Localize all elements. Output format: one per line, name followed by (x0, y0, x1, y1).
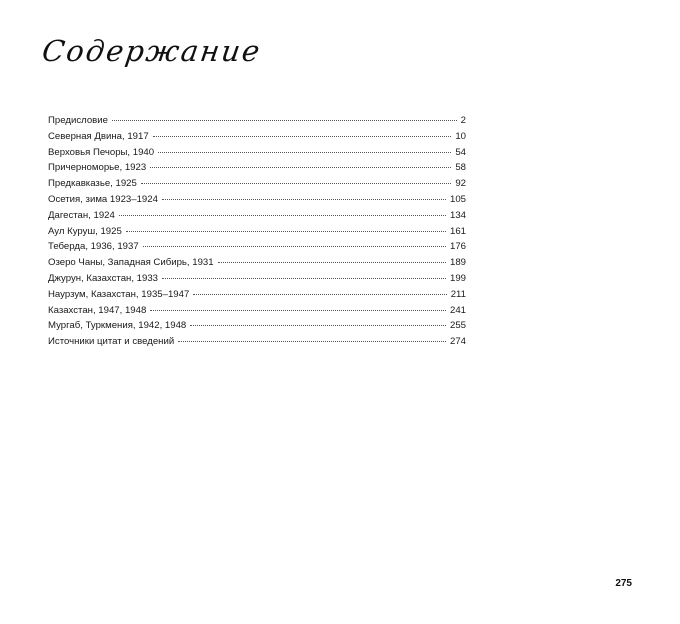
toc-entry (48, 192, 466, 208)
dot-leader (190, 325, 446, 326)
toc-entry-page: 199 (449, 272, 466, 284)
dot-leader (162, 199, 446, 200)
dot-leader (158, 152, 451, 153)
toc-entry-title: Казахстан, 1947, 1948 (48, 304, 147, 316)
dot-leader (150, 167, 451, 168)
page-title: Содержание (40, 34, 264, 68)
dot-leader (178, 341, 446, 342)
toc-entry-page: 134 (449, 209, 466, 221)
toc-entry-page: 58 (455, 162, 466, 174)
toc-entry-page: 274 (449, 336, 466, 348)
toc-entry-title: Мургаб, Туркмения, 1942, 1948 (48, 320, 187, 332)
dot-leader (112, 120, 457, 121)
toc-entry (48, 255, 466, 271)
toc-entry (48, 303, 466, 319)
toc-entry-page: 105 (449, 193, 466, 205)
toc-entry-title: Предисловие (48, 115, 108, 126)
dot-leader (153, 136, 452, 137)
toc-entry (48, 271, 466, 287)
toc-entry-title: Причерноморье, 1923 (48, 162, 147, 174)
toc-entry (48, 160, 466, 176)
toc-entry-title: Осетия, зима 1923–1924 (48, 193, 158, 205)
toc-entry-title: Джурун, Казахстан, 1933 (48, 272, 158, 284)
toc-entry-page: 10 (455, 130, 466, 142)
toc-entry (48, 176, 466, 192)
page-number: 275 (615, 578, 632, 589)
toc-entry-page: 2 (460, 115, 466, 126)
toc-entry (48, 239, 466, 255)
toc-entry (48, 287, 466, 303)
toc-entry-title: Озеро Чаны, Западная Сибирь, 1931 (48, 257, 214, 269)
toc-entry-page: 241 (449, 304, 466, 316)
toc-entry-page: 161 (449, 225, 466, 237)
toc-entry-title: Источники цитат и сведений (48, 336, 175, 348)
toc-entry-page: 92 (455, 178, 466, 190)
toc-entry (48, 224, 466, 240)
toc-entry-page: 211 (450, 288, 466, 300)
toc-entry-title: Предкавказье, 1925 (48, 178, 137, 190)
toc-entry (48, 145, 466, 161)
dot-leader (126, 231, 446, 232)
toc-entry-page: 255 (449, 320, 466, 332)
toc-entry-title: Верховья Печоры, 1940 (48, 146, 155, 158)
dot-leader (141, 183, 451, 184)
dot-leader (143, 246, 446, 247)
dot-leader (119, 215, 446, 216)
dot-leader (150, 310, 446, 311)
toc-entry-title: Дагестан, 1924 (48, 209, 115, 221)
table-of-contents (48, 113, 466, 350)
toc-entry (48, 113, 466, 129)
toc-entry-page: 54 (455, 146, 466, 158)
dot-leader (162, 278, 446, 279)
dot-leader (218, 262, 446, 263)
toc-entry (48, 334, 466, 350)
toc-entry (48, 208, 466, 224)
toc-entry (48, 129, 466, 145)
toc-entry-title: Теберда, 1936, 1937 (48, 241, 139, 253)
toc-entry-title: Северная Двина, 1917 (48, 130, 149, 142)
toc-entry-title: Аул Куруш, 1925 (48, 225, 122, 237)
dot-leader (193, 294, 446, 295)
toc-entry-page: 176 (449, 241, 466, 253)
toc-entry-title: Наурзум, Казахстан, 1935–1947 (48, 288, 190, 300)
toc-entry-page: 189 (449, 257, 466, 269)
toc-entry (48, 318, 466, 334)
